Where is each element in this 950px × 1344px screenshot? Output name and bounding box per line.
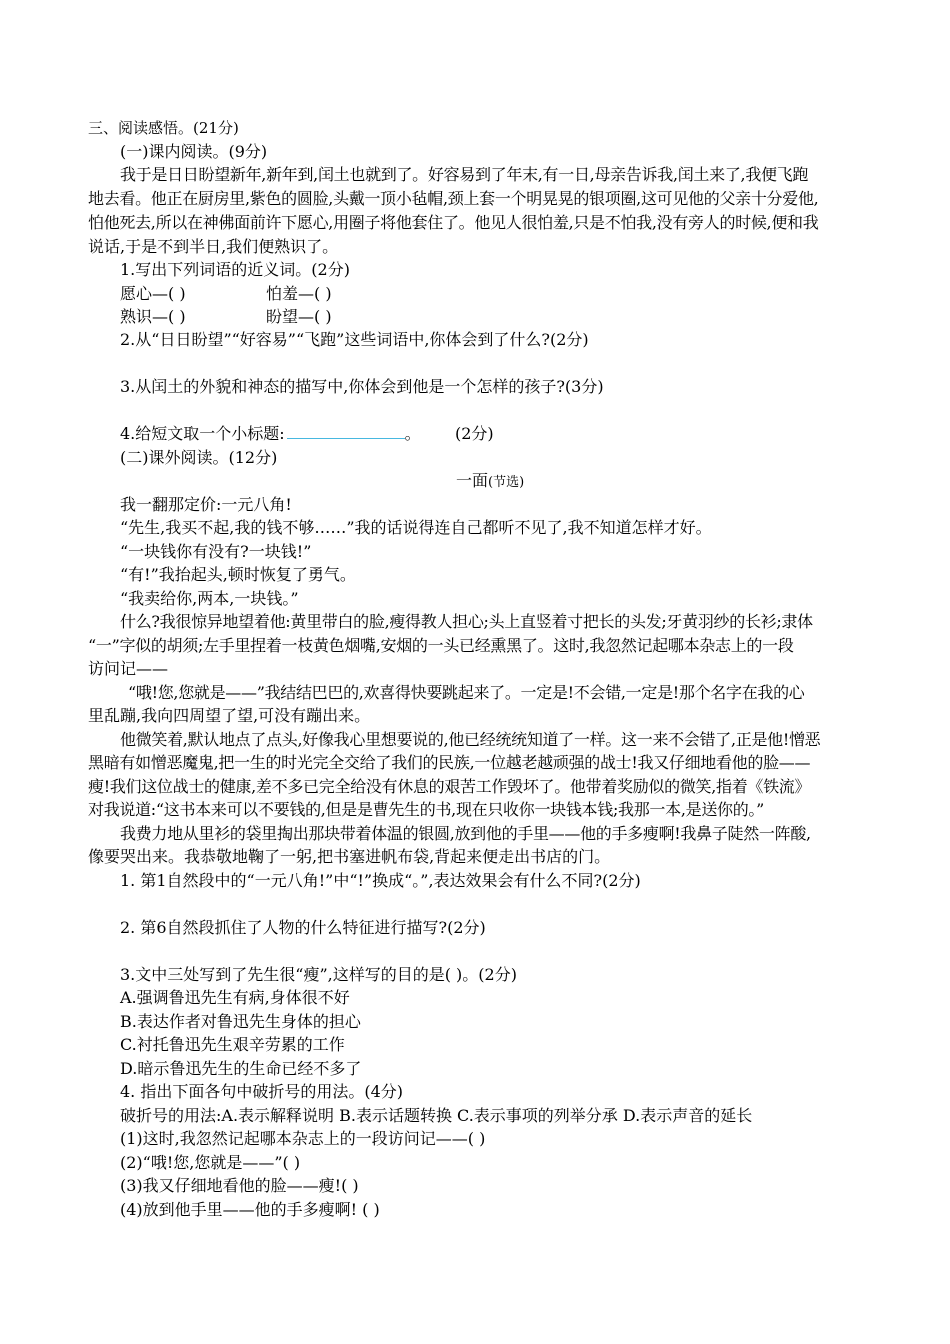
title-answer-blank[interactable]	[287, 423, 405, 439]
part2-heading: (二)课外阅读。(12分)	[120, 448, 278, 467]
part2-passage-line: “哦!您,您就是——”我结结巴巴的,欢喜得快要跳起来了。一定是!不会错,一定是!那个名字在我的心	[128, 683, 805, 702]
synonym-row-2a: 熟识—( )	[120, 307, 186, 326]
part2-passage-line: “一”字似的胡须;左手里捏着一枝黄色烟嘴,安烟的一头已经熏黑了。这时,我忽然记起哪本杂志上的一段	[88, 636, 794, 655]
question-4-score: (2分)	[455, 424, 494, 443]
option-b: B.表达作者对鲁迅先生身体的担心	[120, 1012, 361, 1031]
part2-passage-line: “有!”我抬起头,顿时恢复了勇气。	[120, 565, 356, 584]
dash-item: (1)这时,我忽然记起哪本杂志上的一段访问记——( )	[120, 1129, 486, 1148]
part2-passage-line: 瘦!我们这位战士的健康,差不多已完全给没有休息的艰苦工作毁坏了。他带着奖励似的微笑,指着《铁流》	[88, 777, 811, 796]
part2-passage-line: 像要哭出来。我恭敬地鞠了一躬,把书塞进帆布袋,背起来便走出书店的门。	[88, 847, 611, 866]
article-title-note: (节选)	[488, 475, 525, 490]
part2-passage-line: 我费力地从里衫的袋里掏出那块带着体温的银圆,放到他的手里——他的手多瘦啊!我鼻子陡然一阵酸,	[120, 824, 811, 843]
part2-question-4: 4. 指出下面各句中破折号的用法。(4分)	[120, 1082, 404, 1101]
question-4-period: 。	[404, 424, 421, 443]
part1-passage-line: 说话,于是不到半日,我们便熟识了。	[88, 237, 339, 256]
part2-passage-line: 我一翻那定价:一元八角!	[120, 495, 292, 514]
part2-passage-line: 黑暗有如憎恶魔鬼,把一生的时光完全交给了我们的民族,一位越老越顽强的战士!我又仔细地看他的脸——	[88, 753, 811, 772]
article-title-text: 一面	[456, 471, 489, 490]
part2-passage-line: 里乱蹦,我向四周望了望,可没有蹦出来。	[88, 706, 371, 725]
part2-passage-line: “一块钱你有没有?一块钱!”	[120, 542, 312, 561]
part2-passage-line: “先生,我买不起,我的钱不够……”我的话说得连自己都听不见了,我不知道怎样才好。	[120, 518, 712, 537]
part1-question-3: 3.从闰土的外貌和神态的描写中,你体会到他是一个怎样的孩子?(3分)	[120, 377, 604, 396]
dash-usage-legend: 破折号的用法:A.表示解释说明 B.表示话题转换 C.表示事项的列举分承 D.表示声音的延长	[120, 1106, 753, 1125]
dash-item: (3)我又仔细地看他的脸——瘦!( )	[120, 1176, 359, 1195]
part2-passage-line: 什么?我很惊异地望着他:黄里带白的脸,瘦得教人担心;头上直竖着寸把长的头发;牙黄羽纱的长衫;隶体	[120, 612, 813, 631]
option-c: C.衬托鲁迅先生艰辛劳累的工作	[120, 1035, 345, 1054]
section-title: 三、阅读感悟。(21分)	[88, 119, 239, 137]
article-title	[456, 470, 524, 494]
part1-passage-line: 地去看。他正在厨房里,紫色的圆脸,头戴一顶小毡帽,颈上套一个明晃晃的银项圈,这可见他的父亲十分爱他,	[88, 189, 819, 208]
part2-question-1: 1. 第1自然段中的“一元八角!”中“!”换成“。”,表达效果会有什么不同?(2分)	[120, 871, 641, 890]
part1-question-4	[120, 423, 421, 445]
part1-passage-line: 怕他死去,所以在神佛面前许下愿心,用圈子将他套住了。他见人很怕羞,只是不怕我,没有旁人的时候,便和我	[88, 213, 819, 232]
part1-question-1: 1.写出下列词语的近义词。(2分)	[120, 260, 350, 279]
part2-passage-line: 访问记——	[88, 659, 169, 678]
dash-item: (4)放到他手里——他的手多瘦啊! ( )	[120, 1200, 380, 1219]
part1-passage-line: 我于是日日盼望新年,新年到,闰土也就到了。好容易到了年末,有一日,母亲告诉我,闰土来了,我便飞跑	[120, 165, 809, 184]
part2-passage-line: “我卖给你,两本,一块钱。”	[120, 589, 299, 608]
part1-question-2: 2.从“日日盼望”“好容易”“飞跑”这些词语中,你体会到了什么?(2分)	[120, 330, 589, 349]
option-d: D.暗示鲁迅先生的生命已经不多了	[120, 1059, 362, 1078]
part1-heading: (一)课内阅读。(9分)	[120, 142, 268, 161]
part2-question-2: 2. 第6自然段抓住了人物的什么特征进行描写?(2分)	[120, 918, 486, 937]
synonym-row-1b: 怕羞—( )	[266, 284, 332, 303]
question-4-text: 4.给短文取一个小标题:	[120, 424, 285, 443]
synonym-row-1a: 愿心—( )	[120, 284, 186, 303]
part2-question-3: 3.文中三处写到了先生很“瘦”,这样写的目的是( )。(2分)	[120, 965, 517, 984]
part2-passage-line: 他微笑着,默认地点了点头,好像我心里想要说的,他已经统统知道了一样。这一来不会错了,正是他!憎恶	[120, 730, 821, 749]
option-a: A.强调鲁迅先生有病,身体很不好	[120, 988, 350, 1007]
part2-passage-line: 对我说道:“这书本来可以不要钱的,但是是曹先生的书,现在只收你一块钱本钱;我那一本,是送你的。”	[88, 800, 765, 819]
dash-item: (2)“哦!您,您就是——”( )	[120, 1153, 301, 1172]
synonym-row-2b: 盼望—( )	[266, 307, 332, 326]
